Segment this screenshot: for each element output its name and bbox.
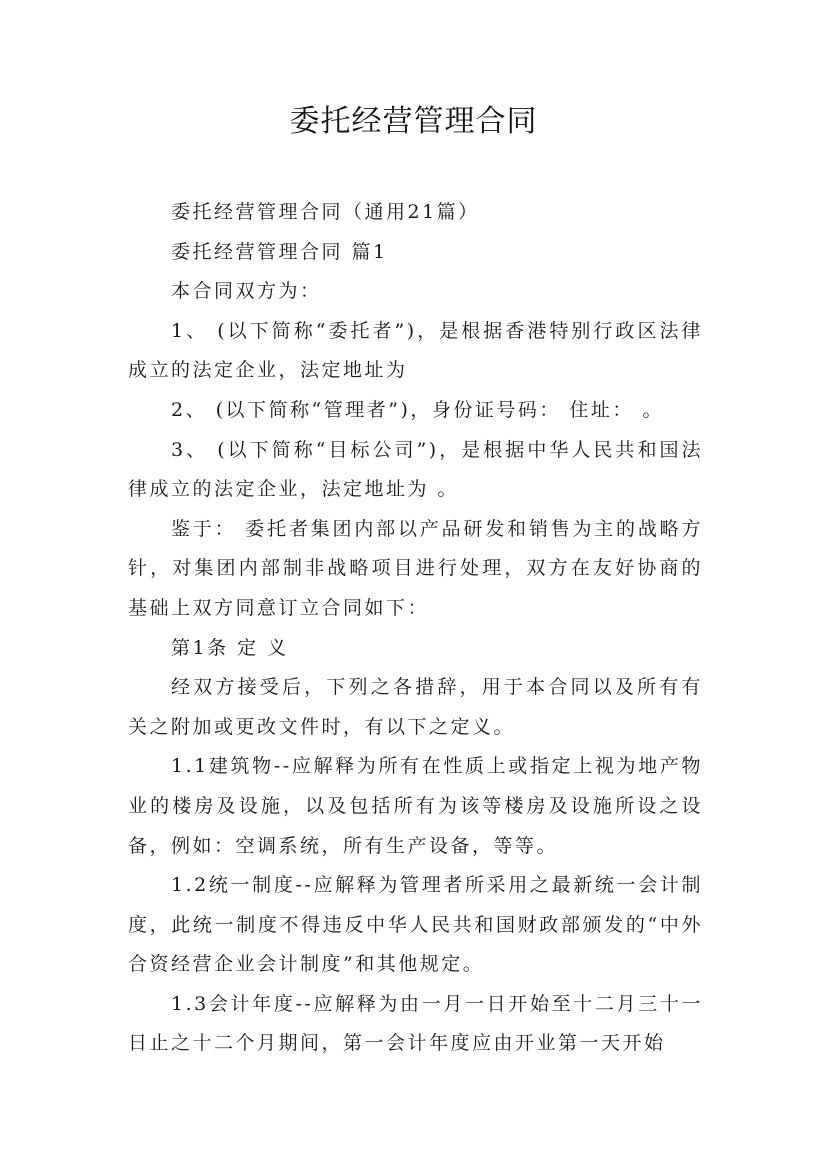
paragraph: 委托经营管理合同 篇1 [171,240,388,263]
paragraph: 2、 (以下简称“管理者”)，身份证号码： 住址： 。 [171,398,664,421]
paragraph: 本合同双方为： [171,280,322,303]
paragraph: 1、 (以下简称“委托者”)，是根据香港特别行政区法律成立的法定企业，法定地址为 [128,319,703,382]
paragraph: 鉴于： 委托者集团内部以产品研发和销售为主的战略方针，对集团内部制非战略项目进行处理，双方在友好协商的基础上双方同意订立合同如下： [128,517,703,619]
document-title: 委托经营管理合同 [289,104,538,139]
paragraph: 经双方接受后，下列之各措辞，用于本合同以及所有有关之附加或更改文件时，有以下之定义。 [128,676,703,738]
paragraph: 1.1建筑物--应解释为所有在性质上或指定上视为地产物业的楼房及设施，以及包括所有为该等楼房及设施所设之设备，例如：空调系统，所有生产设备，等等。 [128,755,703,857]
section-heading: 第1条 定 义 [171,636,289,659]
document-body [128,193,703,1064]
paragraph: 3、 (以下简称“目标公司”)，是根据中华人民共和国法律成立的法定企业，法定地址为 。 [128,438,703,501]
paragraph: 1.3会计年度--应解释为由一月一日开始至十二月三十一日止之十二个月期间，第一会计年度应由开业第一天开始 [128,992,703,1055]
paragraph: 委托经营管理合同（通用21篇） [171,201,480,223]
paragraph: 1.2统一制度--应解释为管理者所采用之最新统一会计制度，此统一制度不得违反中华人民共和国财政部颁发的“中外合资经营企业会计制度”和其他规定。 [128,874,703,976]
